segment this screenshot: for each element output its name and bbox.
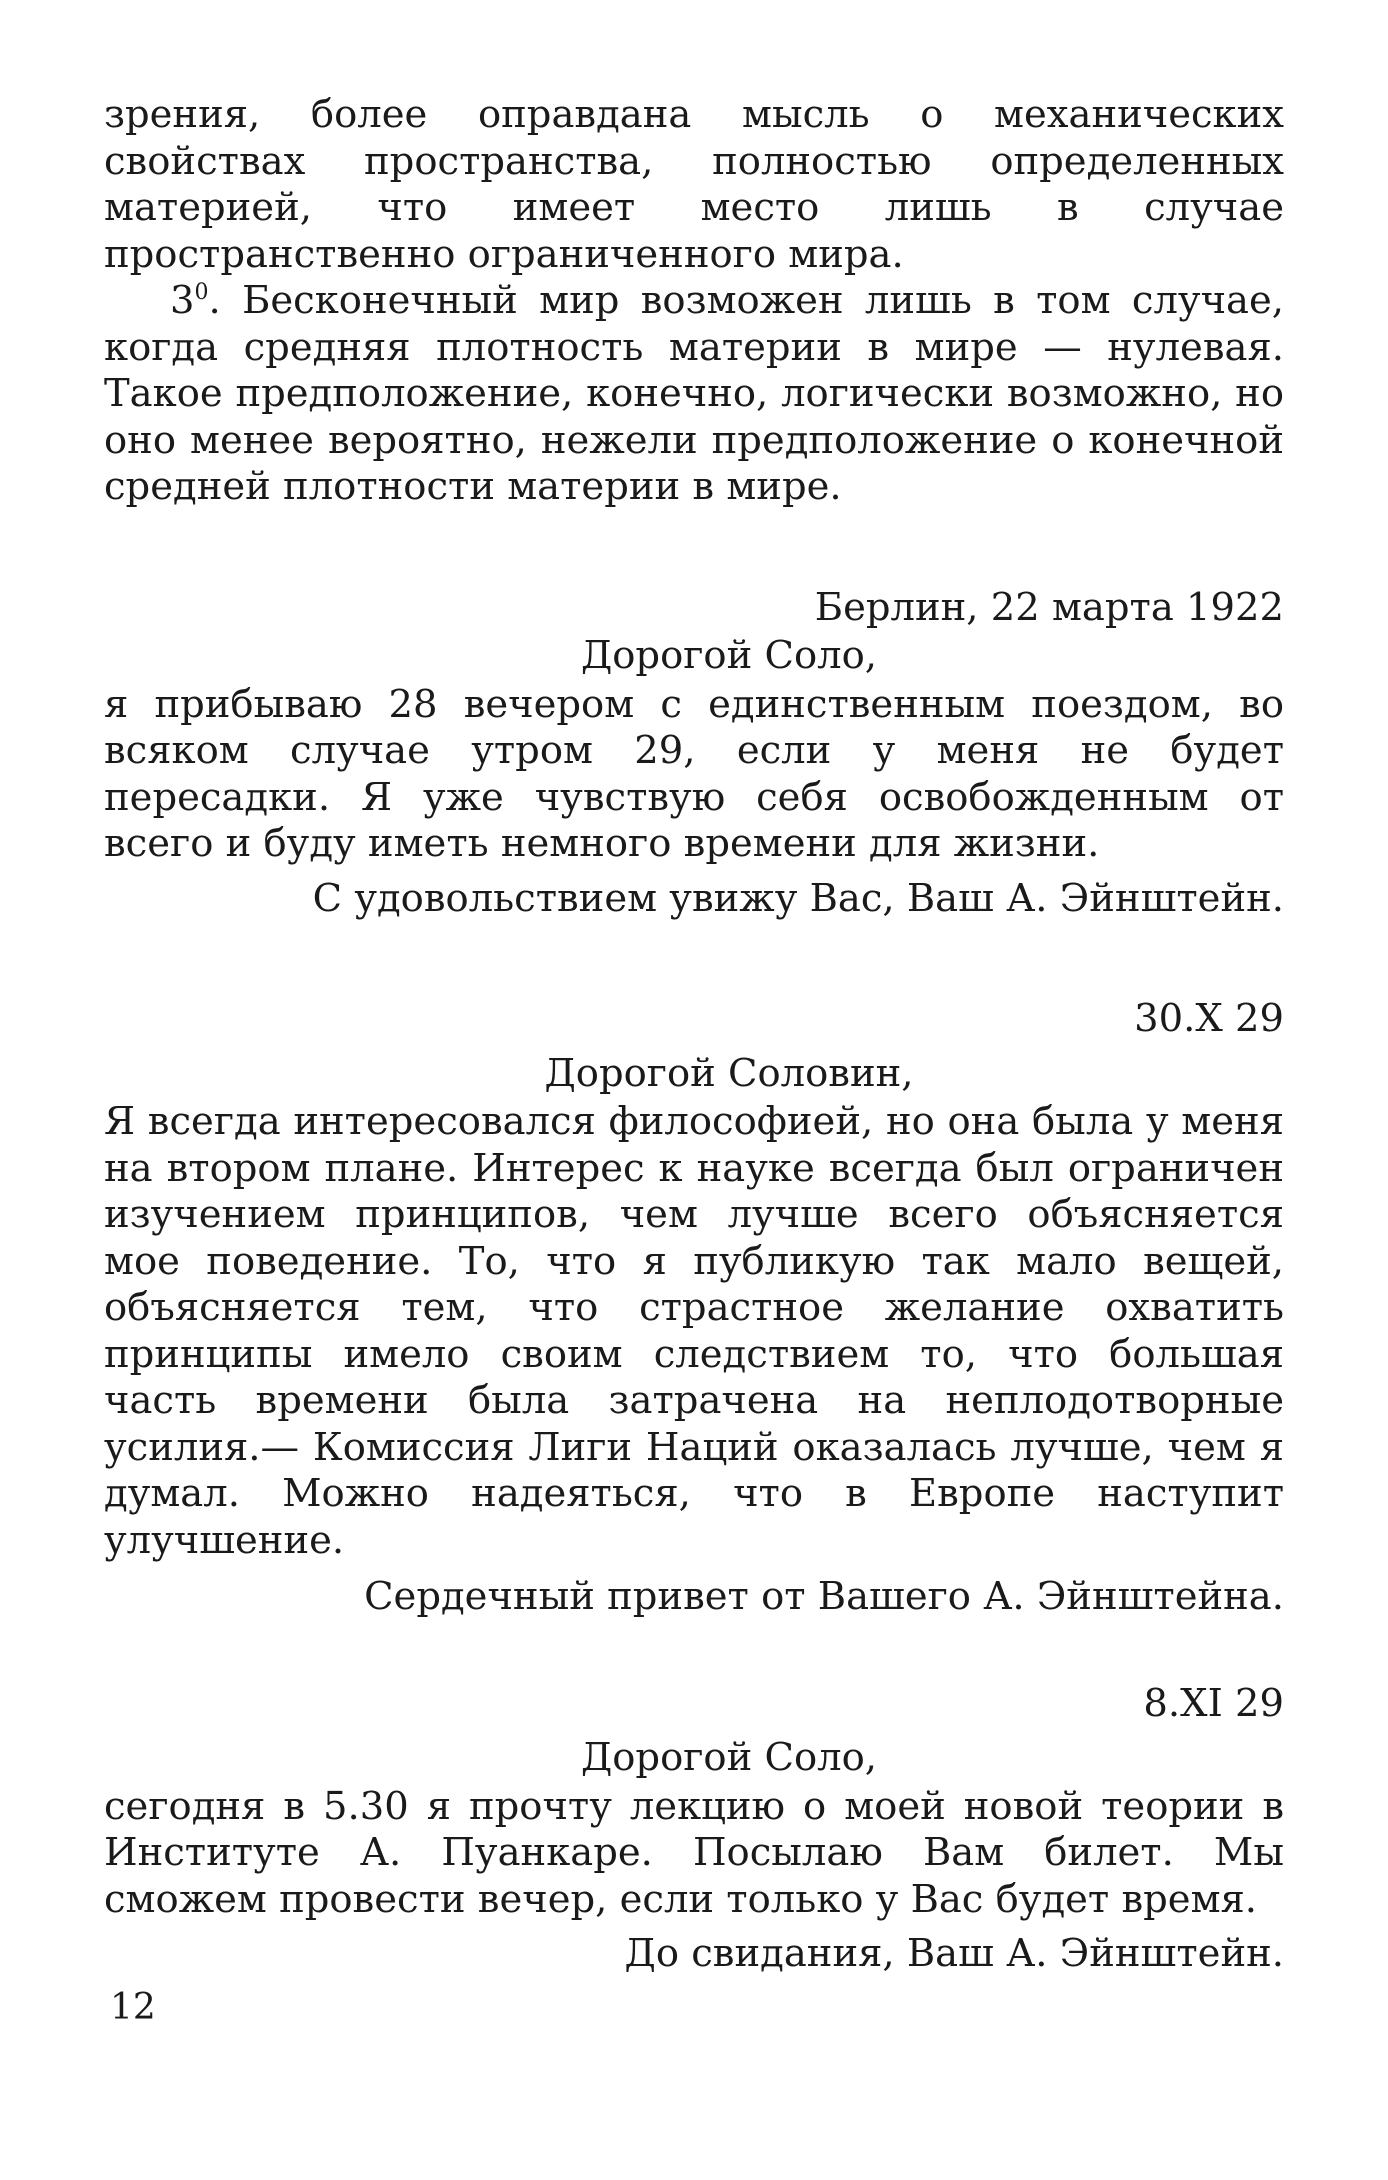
point-number-superscript: 0 [194,280,209,305]
page-number: 12 [110,1987,156,2028]
letter-salutation: Дорогой Соловин, [544,1050,914,1096]
page-content [104,92,1284,1978]
letter-1 [104,585,1284,923]
letter-2 [104,996,1284,1621]
letter-date: 8.XI 29 [1143,1680,1284,1726]
letter-date: Берлин, 22 марта 1922 [814,584,1284,630]
letter-salutation: Дорогой Соло, [580,633,878,678]
letter-body: сегодня в 5.30 я прочту лекцию о моей новой теории в Институте А. Пуанкаре. Посылаю Вам билет. Мы сможем провести вечер, если только у Вас будет время. [104,1783,1284,1922]
letter-date: 30.X 29 [1134,996,1284,1041]
letter-3 [104,1681,1284,1978]
intro-paragraph-1: зрения, более оправдана мысль о механических свойствах пространства, полностью определенных материей, что имеет место лишь в случае пространственно ограниченного мира. [104,92,1284,277]
letter-closing: Сердечный привет от Вашего А. Эйнштейна. [364,1574,1284,1619]
letter-salutation: Дорогой Соло, [580,1735,878,1780]
letter-closing: С удовольствием увижу Вас, Ваш А. Эйнштейн. [312,875,1284,921]
letter-body: Я всегда интересовался философией, но она была у меня на втором плане. Интерес к науке всегда был ограничен изучением принципов, чем лучше всего объясняется мое поведение. То, что я публикую так мало вещей, объясняется тем, что страстное желание охватить принципы имело своим следствием то, что большая часть времени была затрачена на неплодотворные усилия.— Комиссия Лиги Наций оказалась лучше, чем я думал. Можно надеяться, что в Европе наступит улучшение. [104,1099,1284,1563]
letter-closing: До свидания, Ваш А. Эйнштейн. [624,1931,1284,1976]
letter-body: я прибываю 28 вечером с единственным поездом, во всяком случае утром 29, если у меня не будет пересадки. Я уже чувствую себя освобожденным от всего и буду иметь немного времени для жизни. [104,681,1284,866]
point-number: 3 [170,278,195,323]
intro-paragraph-2 [104,278,1284,511]
intro-paragraph-2-text: . Бесконечный мир возможен лишь в том случае, когда средняя плотность материи в мире — нулевая. Такое предположение, конечно, логически возможно, но оно менее вероятно, нежели предположение о конечной средней плотности материи в мире. [104,278,1284,509]
